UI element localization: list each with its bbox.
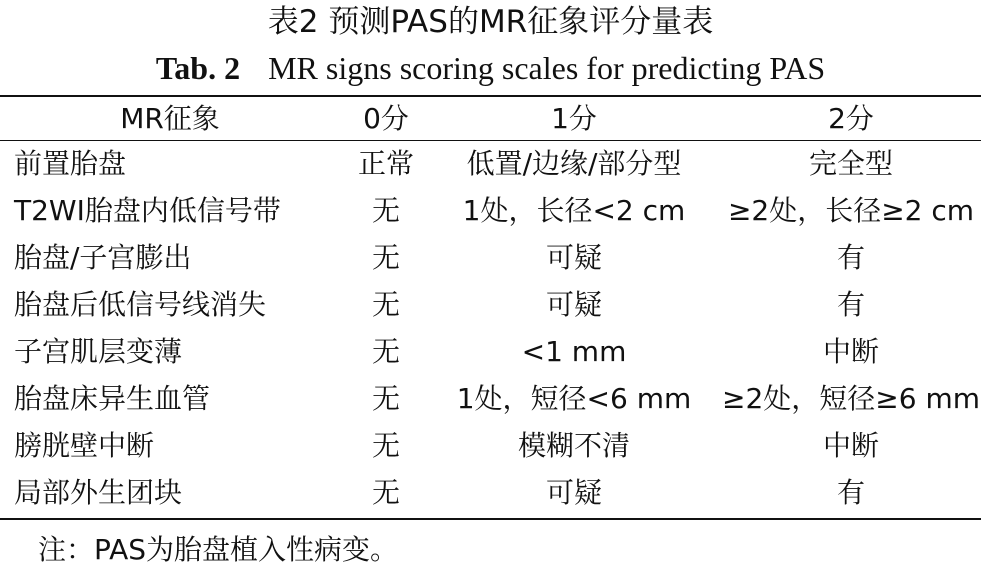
table-title-english-text: MR signs scoring scales for predicting PAS xyxy=(268,50,826,86)
header-cell-score-1: 1分 xyxy=(551,102,597,135)
row-label: 膀胱壁中断 xyxy=(14,429,155,462)
score-2-cell: 中断 xyxy=(822,335,879,368)
header-cell-sign: MR征象 xyxy=(120,102,220,135)
row-label: 前置胎盘 xyxy=(14,147,127,180)
score-1-cell: 1处，长径<2 cm xyxy=(462,194,686,227)
table-row xyxy=(0,470,981,516)
score-1-cell: 可疑 xyxy=(545,476,602,509)
table-row xyxy=(0,329,981,375)
table-row xyxy=(0,188,981,234)
table-row xyxy=(0,141,981,187)
score-2-cell: 有 xyxy=(836,288,865,321)
bottom-rule xyxy=(0,518,981,520)
score-2-cell: ≥2处，长径≥2 cm xyxy=(727,194,975,227)
header-cell-score-0: 0分 xyxy=(363,102,409,135)
table-row xyxy=(0,376,981,422)
score-1-cell: <1 mm xyxy=(521,335,627,368)
row-label: 胎盘床异生血管 xyxy=(14,382,211,415)
score-1-cell: 可疑 xyxy=(545,241,602,274)
row-label: 胎盘/子宫膨出 xyxy=(14,241,192,274)
score-1-cell: 低置/边缘/部分型 xyxy=(466,147,682,180)
table-title-chinese: 表2 预测PAS的MR征象评分量表 xyxy=(267,4,714,40)
score-0-cell: 无 xyxy=(371,476,400,509)
score-0-cell: 无 xyxy=(371,335,400,368)
table-header-row xyxy=(0,96,981,142)
score-1-cell: 模糊不清 xyxy=(517,429,630,462)
score-1-cell: 1处，短径<6 mm xyxy=(456,382,692,415)
score-0-cell: 无 xyxy=(371,288,400,321)
score-2-cell: 有 xyxy=(836,476,865,509)
score-1-cell: 可疑 xyxy=(545,288,602,321)
score-2-cell: 完全型 xyxy=(808,147,893,180)
score-0-cell: 正常 xyxy=(357,147,414,180)
score-0-cell: 无 xyxy=(371,241,400,274)
table-row xyxy=(0,282,981,328)
table-row xyxy=(0,423,981,469)
score-0-cell: 无 xyxy=(371,382,400,415)
row-label: 子宫肌层变薄 xyxy=(14,335,183,368)
table-number-label: Tab. 2 xyxy=(155,50,241,86)
score-0-cell: 无 xyxy=(371,429,400,462)
table-row xyxy=(0,235,981,281)
score-2-cell: 中断 xyxy=(822,429,879,462)
score-2-cell: 有 xyxy=(836,241,865,274)
table-note: 注：PAS为胎盘植入性病变。 xyxy=(38,533,399,566)
table-title-english xyxy=(0,48,981,88)
row-label: 局部外生团块 xyxy=(14,476,183,509)
row-label: 胎盘后低信号线消失 xyxy=(14,288,267,321)
score-2-cell: ≥2处，短径≥6 mm xyxy=(722,382,981,415)
row-label: T2WI胎盘内低信号带 xyxy=(14,194,281,227)
header-cell-score-2: 2分 xyxy=(828,102,874,135)
score-0-cell: 无 xyxy=(371,194,400,227)
